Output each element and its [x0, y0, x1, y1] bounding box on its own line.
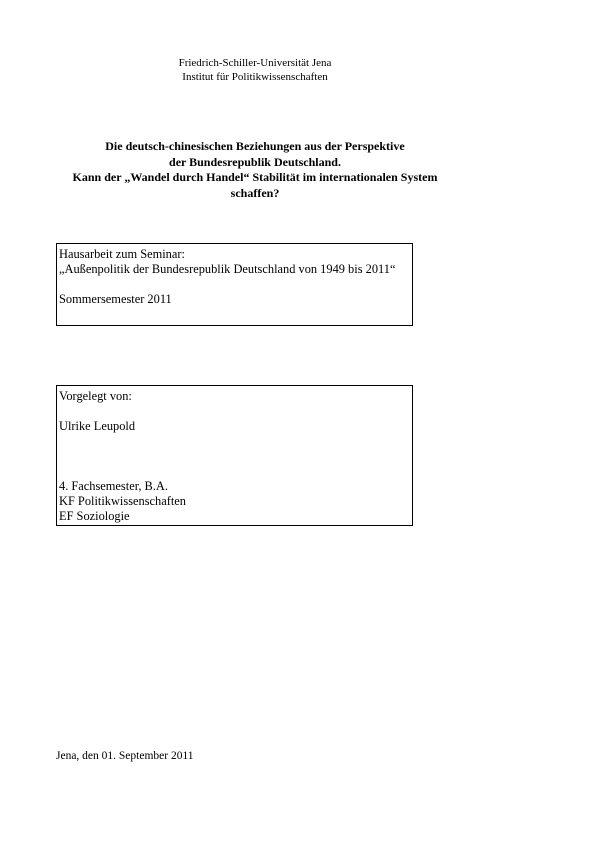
spacer	[59, 404, 412, 419]
spacer	[59, 434, 412, 479]
institute-name: Institut für Politikwissenschaften	[182, 71, 328, 83]
university-name: Friedrich-Schiller-Universität Jena	[178, 57, 332, 69]
seminar-info-box	[56, 243, 413, 326]
thesis-title	[40, 139, 470, 201]
institution-header	[130, 56, 380, 84]
title-line-4: schaffen?	[230, 185, 280, 200]
title-line-1: Die deutsch-chinesischen Beziehungen aus der Perspektive	[105, 139, 405, 153]
author-info-box	[56, 385, 413, 526]
title-line-2: der Bundesrepublik Deutschland.	[169, 154, 341, 169]
seminar-label: Hausarbeit zum Seminar:	[59, 247, 185, 261]
author-name: Ulrike Leupold	[59, 419, 136, 433]
seminar-title: „Außenpolitik der Bundesrepublik Deutschland von 1949 bis 2011“	[59, 262, 396, 276]
spacer	[59, 277, 412, 292]
minor-subject: EF Soziologie	[59, 509, 130, 523]
core-subject: KF Politikwissenschaften	[59, 494, 186, 508]
submitted-by-label: Vorgelegt von:	[59, 389, 132, 403]
semester-text: Sommersemester 2011	[59, 292, 172, 306]
title-line-3: Kann der „Wandel durch Handel“ Stabilität im internationalen System	[72, 170, 438, 184]
place-date: Jena, den 01. September 2011	[56, 750, 194, 762]
study-semester: 4. Fachsemester, B.A.	[59, 479, 168, 493]
